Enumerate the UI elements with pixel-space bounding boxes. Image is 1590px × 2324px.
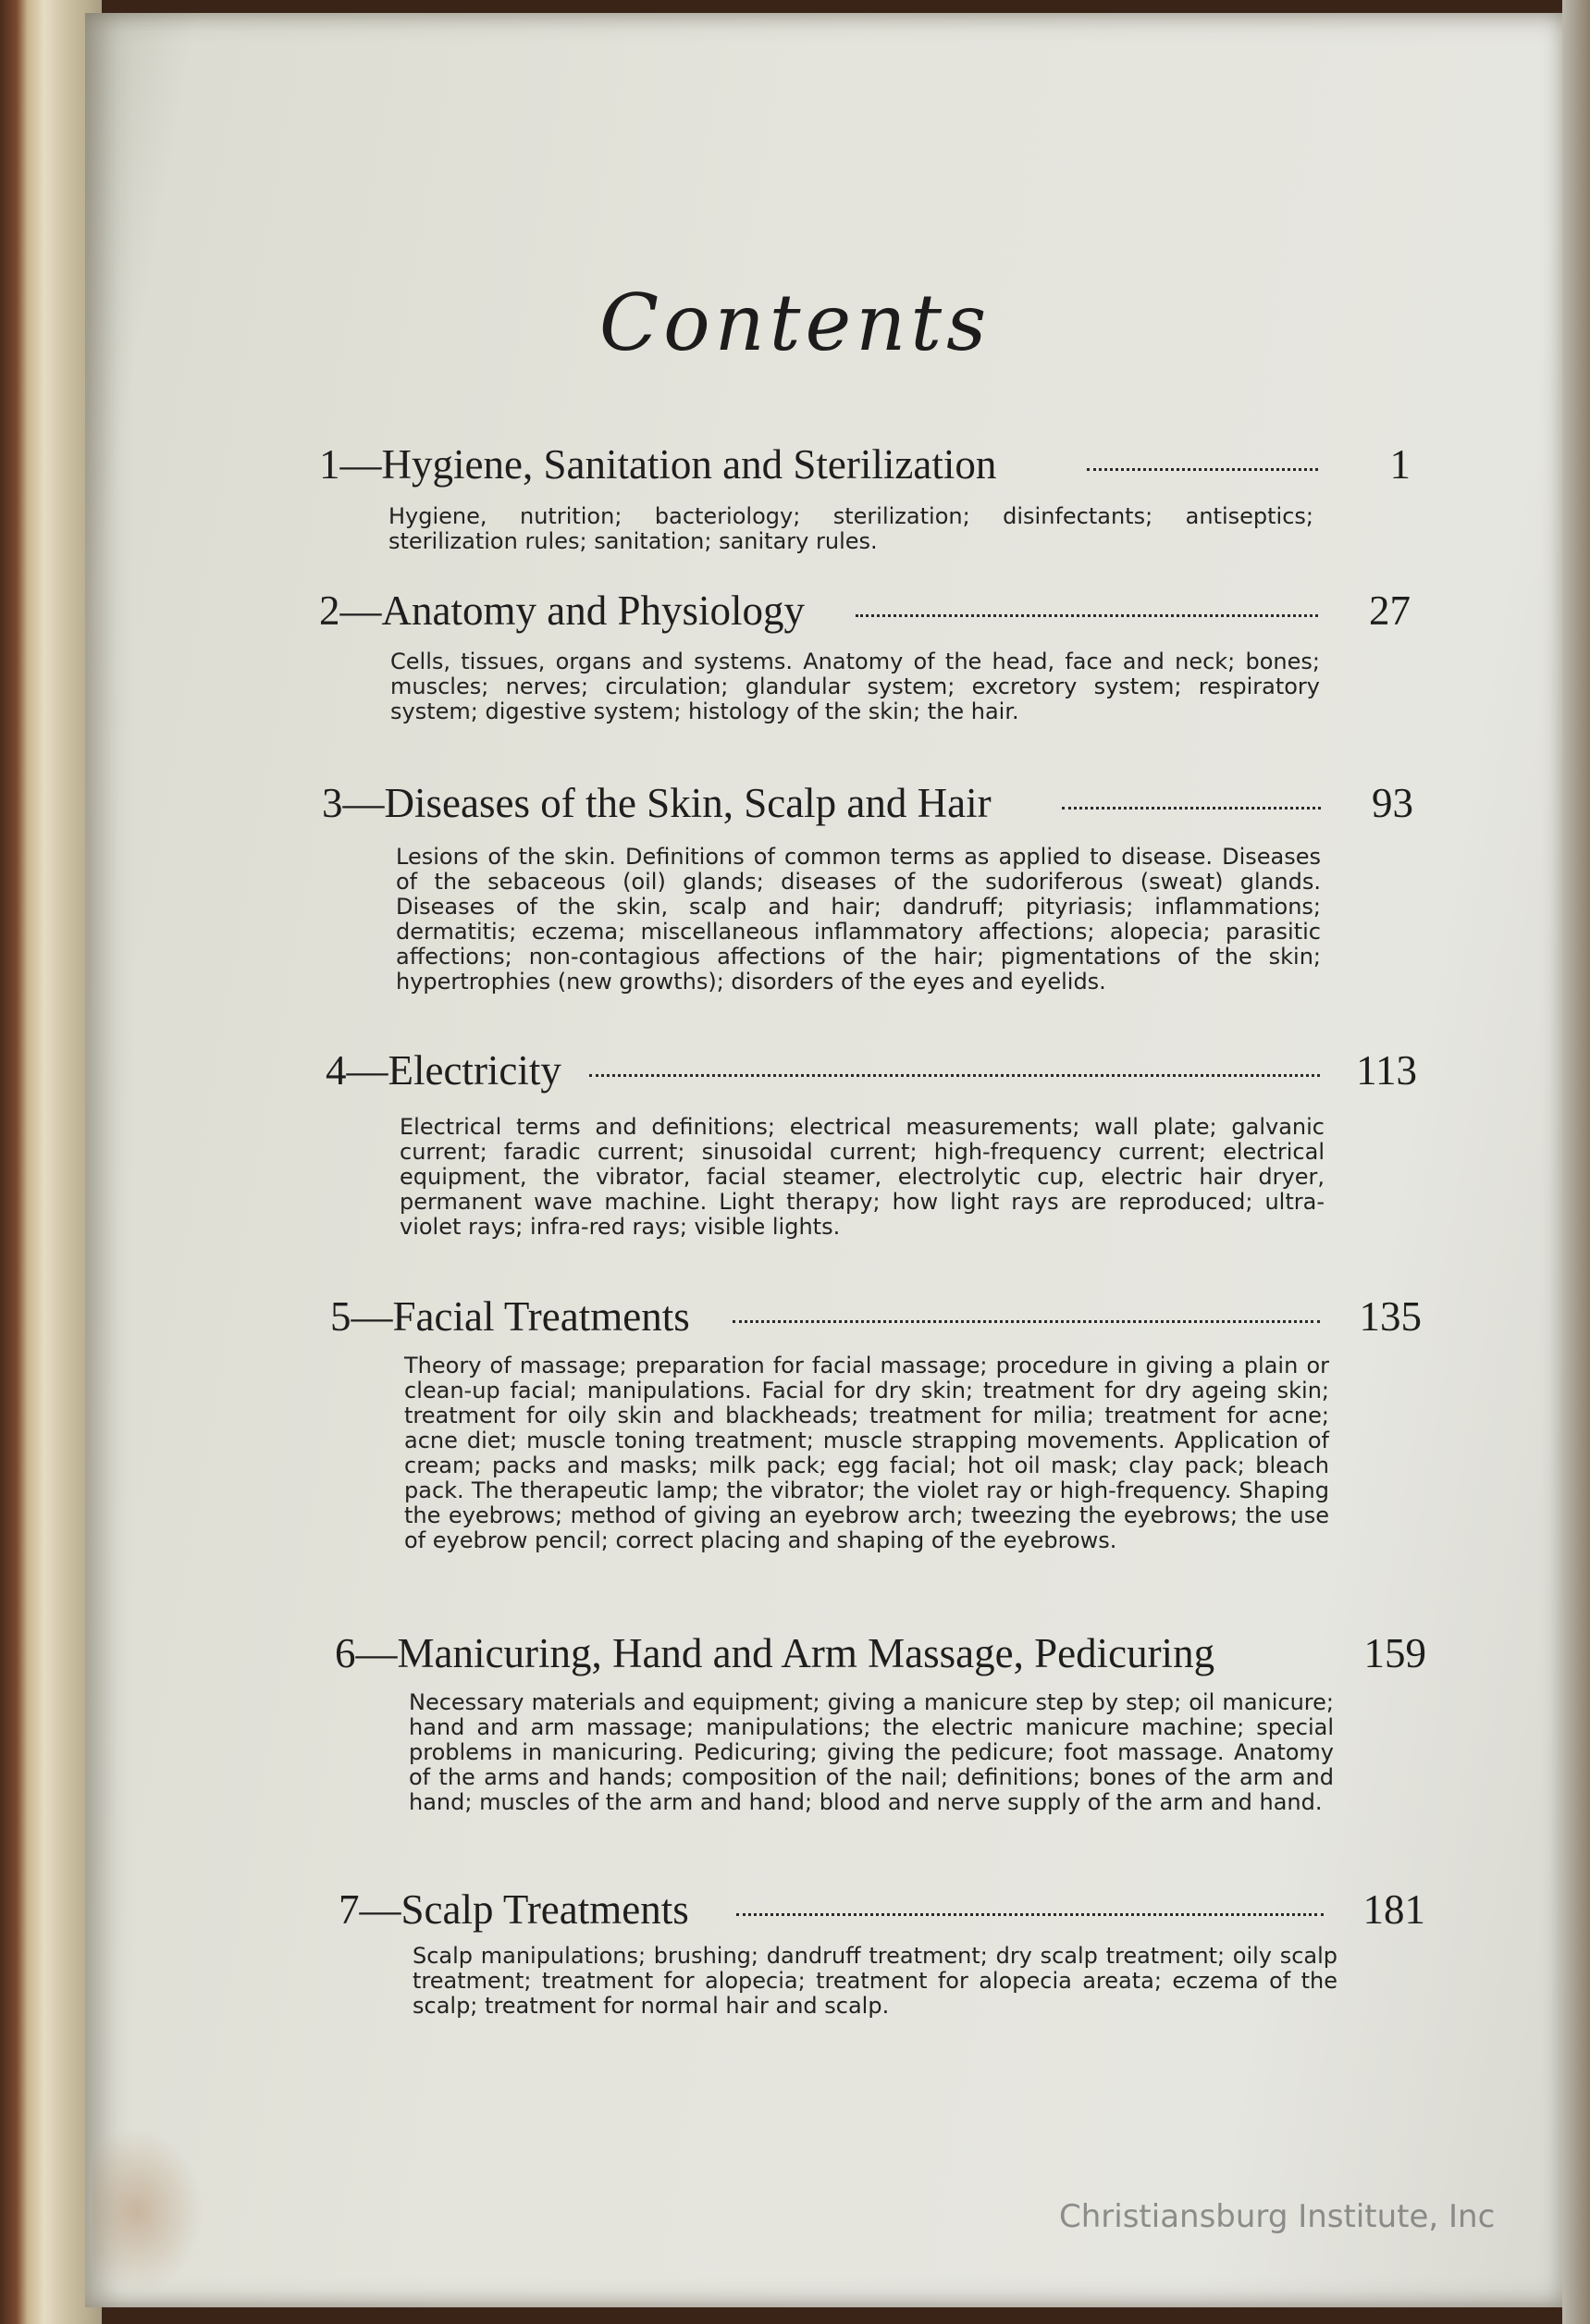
chapter-title: 1—Hygiene, Sanitation and Sterilization — [319, 441, 997, 488]
toc-entry-header — [335, 1626, 1426, 1681]
chapter-title: 4—Electricity — [326, 1047, 561, 1094]
chapter-description: Hygiene, nutrition; bacteriology; sterilization; disinfectants; antiseptics; sterilization rules; sanitation; sanitary rules. — [388, 503, 1313, 554]
toc-entry-header — [322, 775, 1413, 831]
dot-leader — [1062, 807, 1321, 810]
toc-entry — [335, 1626, 1426, 1815]
chapter-title: 7—Scalp Treatments — [339, 1886, 689, 1933]
page-number: 159 — [1363, 1630, 1426, 1676]
toc-entry-header — [319, 437, 1411, 492]
toc-entry — [326, 1043, 1417, 1240]
chapter-description: Cells, tissues, organs and systems. Anatomy of the head, face and neck; bones; muscles; nerves; circulation; glandular system; excretory system; respiratory system; digestive system; histology of the skin; the hair. — [390, 649, 1320, 724]
toc-entry — [319, 437, 1411, 554]
page-number: 1 — [1389, 441, 1411, 488]
dot-leader — [1087, 468, 1318, 471]
toc-entry-header — [326, 1043, 1417, 1098]
chapter-title: 2—Anatomy and Physiology — [319, 587, 805, 634]
dot-leader — [856, 614, 1318, 617]
chapter-description: Scalp manipulations; brushing; dandruff treatment; dry scalp treatment; oily scalp treatment; treatment for alopecia; treatment for alopecia areata; eczema of the scalp; treatment for normal hair and scalp. — [413, 1943, 1337, 2019]
page-number: 93 — [1372, 780, 1413, 826]
page-number: 27 — [1369, 587, 1411, 634]
chapter-description: Theory of massage; preparation for facial massage; procedure in giving a plain or clean-up facial; manipulations. Facial for dry skin; treatment for dry ageing skin; treatment for oily skin and blackheads; treatment for milia; treatment for acne; acne diet; muscle toning treatment; muscle strapping movements. Application of cream; packs and masks; milk pack; egg facial; hot oil mask; clay pack; bleach pack. The therapeutic lamp; the vibrator; the violet ray or high-frequency. Shaping the eyebrows; method of giving an eyebrow arch; tweezing the eyebrows; the use of eyebrow pencil; correct placing and shaping of the eyebrows. — [404, 1353, 1329, 1553]
toc-entry — [339, 1882, 1430, 2019]
page-number: 113 — [1356, 1047, 1417, 1094]
chapter-description: Lesions of the skin. Definitions of common terms as applied to disease. Diseases of the sebaceous (oil) glands; diseases of the sudoriferous (sweat) glands. Diseases of the skin, scalp and hair; dandruff; pityriasis; inflammations; dermatitis; eczema; miscellaneous inflammatory affections; alopecia; parasitic affections; non-contagious affections of the hair; pigmentations of the skin; hypertrophies (new growths); disorders of the eyes and eyelids. — [396, 844, 1321, 995]
dot-leader — [589, 1074, 1320, 1077]
toc-entry — [330, 1289, 1422, 1553]
toc-entry-header — [319, 583, 1411, 638]
dot-leader — [733, 1320, 1320, 1323]
chapter-title: 6—Manicuring, Hand and Arm Massage, Pedicuring — [335, 1630, 1215, 1676]
chapter-title: 3—Diseases of the Skin, Scalp and Hair — [322, 780, 992, 826]
page-stain — [92, 2128, 203, 2294]
chapter-description: Necessary materials and equipment; giving a manicure step by step; oil manicure; hand and arm massage; manipulations; the electric manicure machine; special problems in manicuring. Pedicuring; giving the pedicure; foot massage. Anatomy of the arms and hands; composition of the nail; definitions; bones of the arm and hand; muscles of the arm and hand; blood and nerve supply of the arm and hand. — [409, 1689, 1334, 1815]
toc-entry-header — [339, 1882, 1430, 1937]
page-title: Contents — [598, 278, 992, 368]
dot-leader — [736, 1913, 1324, 1916]
chapter-title: 5—Facial Treatments — [330, 1293, 690, 1340]
toc-entry-header — [330, 1289, 1422, 1344]
page-number: 181 — [1362, 1886, 1425, 1933]
watermark-text: Christiansburg Institute, Inc — [1059, 2198, 1496, 2235]
toc-entry — [322, 775, 1413, 995]
page-number: 135 — [1359, 1293, 1422, 1340]
toc-entry — [319, 583, 1411, 724]
chapter-description: Electrical terms and definitions; electrical measurements; wall plate; galvanic current; faradic current; sinusoidal current; high-frequency current; electrical equipment, the vibrator, facial steamer, electrolytic cup, electric hair dryer, permanent wave machine. Light therapy; how light rays are reproduced; ultra-violet rays; infra-red rays; visible lights. — [400, 1114, 1325, 1240]
